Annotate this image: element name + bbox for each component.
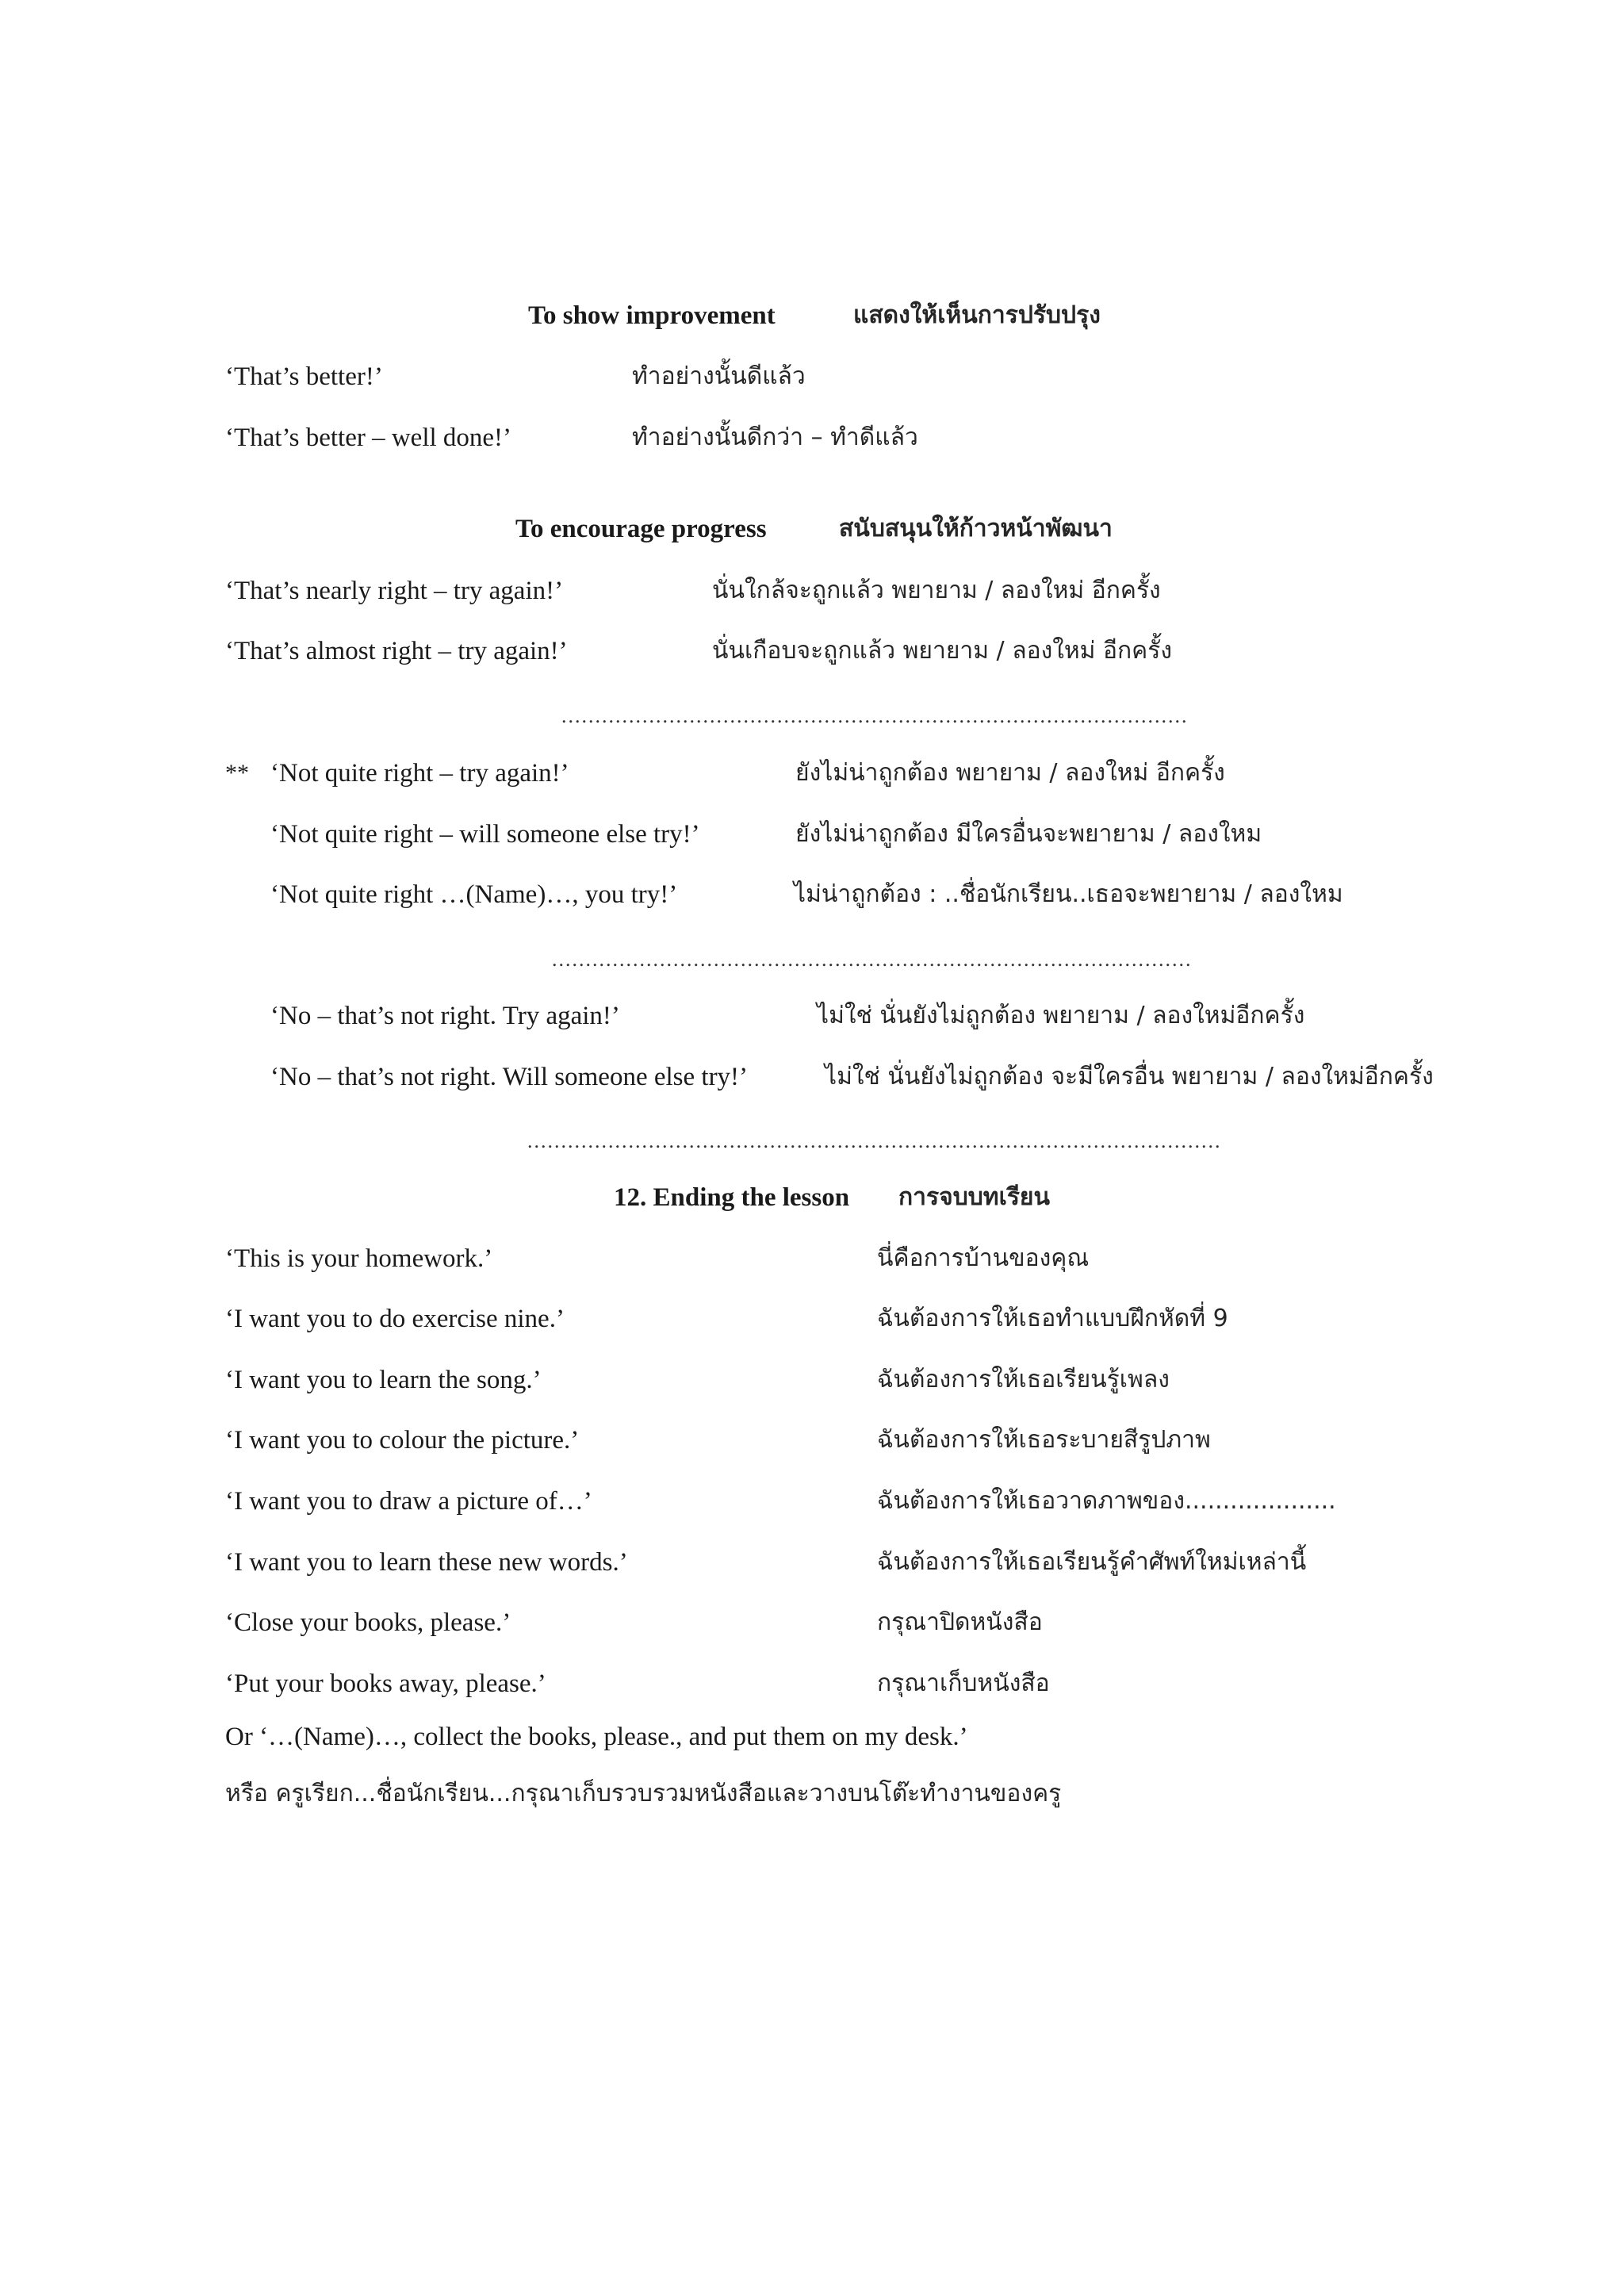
phrase-en: ‘That’s better – well done!’ <box>225 424 512 452</box>
phrase-en: ‘Not quite right – will someone else try!’ <box>270 820 700 849</box>
dotted-separator: ............................................................................................. <box>561 704 1189 727</box>
phrase-th: นั่นใกล้จะถูกแล้ว พยายาม / ลองใหม่ อีกครั้ง <box>712 577 1161 604</box>
dotted-separator: ............................................................................................... <box>552 948 1193 971</box>
thai-collect-books-line: หรือ ครูเรียก...ชื่อนักเรียน...กรุณาเก็บรวบรวมหนังสือและวางบนโต๊ะทำงานของครู <box>225 1780 1062 1807</box>
phrase-th: นี่คือการบ้านของคุณ <box>877 1244 1090 1272</box>
phrase-th: กรุณาเก็บหนังสือ <box>877 1669 1050 1697</box>
heading-encourage-en: To encourage progress <box>515 515 767 543</box>
phrase-en: ‘I want you to learn the song.’ <box>225 1366 542 1394</box>
phrase-en: ‘I want you to do exercise nine.’ <box>225 1305 565 1333</box>
phrase-th: ฉันต้องการให้เธอเรียนรู้คำศัพท์ใหม่เหล่านี้ <box>877 1548 1307 1576</box>
phrase-en: ‘That’s nearly right – try again!’ <box>225 577 564 605</box>
phrase-en: ‘No – that’s not right. Will someone else try!’ <box>270 1063 749 1091</box>
phrase-en: ‘Close your books, please.’ <box>225 1608 511 1637</box>
heading-encourage-th: สนับสนุนให้ก้าวหน้าพัฒนา <box>839 515 1113 542</box>
phrase-th: ไม่ใช่ นั่นยังไม่ถูกต้อง พยายาม / ลองใหม่อีกครั้ง <box>817 1002 1305 1029</box>
phrase-en: ‘This is your homework.’ <box>225 1244 493 1273</box>
phrase-en: ‘Put your books away, please.’ <box>225 1669 546 1698</box>
phrase-th: กรุณาปิดหนังสือ <box>877 1608 1043 1636</box>
double-asterisk-marker: ** <box>225 760 249 786</box>
phrase-th: ยังไม่น่าถูกต้อง มีใครอื่นจะพยายาม / ลองใหม <box>795 820 1262 848</box>
heading-ending-en: 12. Ending the lesson <box>614 1183 850 1212</box>
phrase-en: ‘I want you to colour the picture.’ <box>225 1426 580 1455</box>
phrase-th: ฉันต้องการให้เธอเรียนรู้เพลง <box>877 1366 1170 1393</box>
dotted-separator: ....................................................................................................... <box>527 1129 1222 1152</box>
phrase-th: ฉันต้องการให้เธอวาดภาพของ.................... <box>877 1487 1336 1515</box>
phrase-en: ‘I want you to learn these new words.’ <box>225 1548 628 1577</box>
heading-improvement-en: To show improvement <box>528 301 776 330</box>
phrase-th: ฉันต้องการให้เธอระบายสีรูปภาพ <box>877 1426 1211 1454</box>
phrase-en: ‘That’s better!’ <box>225 362 383 391</box>
phrase-th: นั่นเกือบจะถูกแล้ว พยายาม / ลองใหม่ อีกครั้ง <box>712 637 1172 665</box>
phrase-th: ฉันต้องการให้เธอทำแบบฝึกหัดที่ 9 <box>877 1305 1228 1332</box>
phrase-th: ยังไม่น่าถูกต้อง พยายาม / ลองใหม่ อีกครั้ง <box>795 759 1225 787</box>
phrase-th: ไม่ใช่ นั่นยังไม่ถูกต้อง จะมีใครอื่น พยายาม / ลองใหม่อีกครั้ง <box>825 1063 1434 1091</box>
or-collect-books-line: Or ‘…(Name)…, collect the books, please., and put them on my desk.’ <box>225 1723 968 1751</box>
phrase-en: ‘Not quite right – try again!’ <box>270 759 569 788</box>
phrase-th: ไม่น่าถูกต้อง : ..ชื่อนักเรียน..เธอจะพยายาม / ลองใหม <box>794 880 1343 908</box>
phrase-en: ‘I want you to draw a picture of…’ <box>225 1487 592 1516</box>
phrase-th: ทำอย่างนั้นดีแล้ว <box>632 362 806 390</box>
phrase-en: ‘No – that’s not right. Try again!’ <box>270 1002 620 1030</box>
phrase-th: ทำอย่างนั้นดีกว่า – ทำดีแล้ว <box>632 424 918 451</box>
phrase-en: ‘That’s almost right – try again!’ <box>225 637 568 665</box>
heading-ending-th: การจบบทเรียน <box>898 1183 1051 1211</box>
heading-improvement-th: แสดงให้เห็นการปรับปรุง <box>853 301 1101 329</box>
phrase-en: ‘Not quite right …(Name)…, you try!’ <box>270 880 678 909</box>
